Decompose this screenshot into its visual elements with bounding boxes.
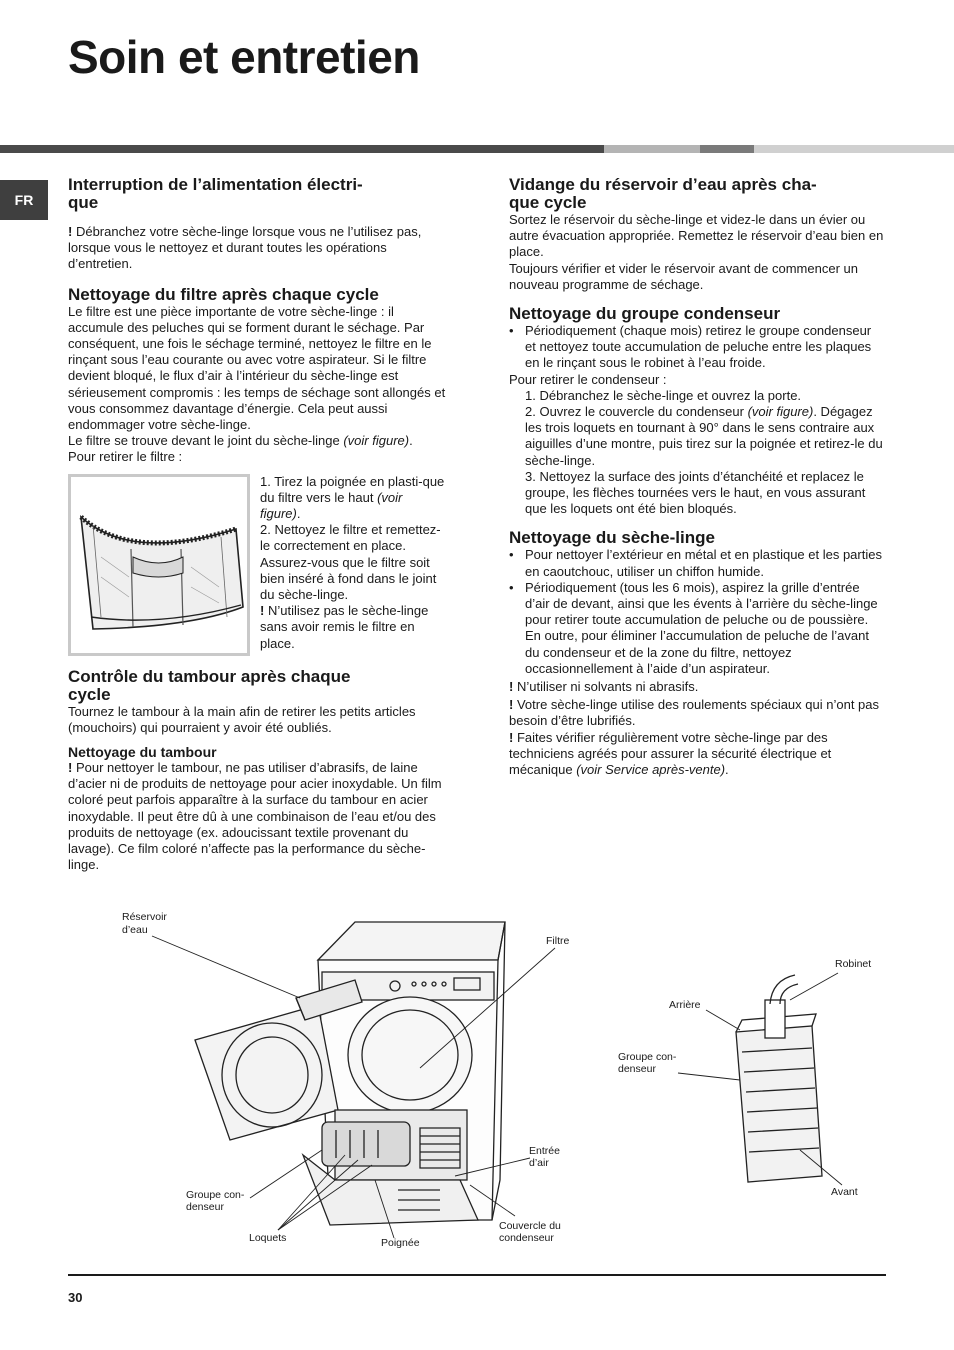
drum-check-text: Tournez le tambour à la main afin de retirer les petits articles (mouchoirs) qui pourraient y avoir été oubliés. bbox=[68, 703, 416, 735]
reservoir-text-1: Sortez le réservoir du sèche-linge et videz-le dans un évier ou autre évacuation appropriée. Remettez le réservoir d’eau bien en place. bbox=[509, 212, 884, 260]
filter-step-1b: . bbox=[296, 506, 301, 522]
see-figure-ref: (voir figure) bbox=[343, 433, 410, 449]
page-number: 30 bbox=[68, 1290, 83, 1305]
warning-mark: ! bbox=[509, 679, 514, 695]
list-item: 3. Nettoyez la surface des joints d’étanchéité et replacez le groupe, les flèches tournées vers le haut, en vous assurant que les loquets ont été bien bloqués. bbox=[525, 468, 866, 517]
header-band-grey bbox=[700, 145, 754, 153]
footer-rule bbox=[68, 1274, 886, 1276]
condenser-illustration bbox=[736, 975, 822, 1182]
warning-service-text: Faites vérifier régulièrement votre sèche-linge par des techniciens agréés pour assurer la sécurité électrique et mécanique bbox=[509, 729, 832, 778]
condenser-step-2b: . Dégagez les trois loquets en tournant à 90° dans le sens contraire aux aiguilles d’une montre, puis tirez sur la poignée et retirez-le du sèche-linge. bbox=[525, 404, 883, 468]
power-text bbox=[68, 224, 448, 273]
label-handle: Poignée bbox=[381, 1237, 420, 1249]
filter-text-1: Le filtre est une pièce importante de votre sèche-linge : il accumule des peluches qui se forment durant le séchage. Par conséquent, une fois le séchage terminé, nettoyez le filtre en le rinçant sous l’eau courante ou avec votre aspirateur. Si le filtre devient bloqué, le flux d’air à l’intérieur du sèche-linge est sérieusement compromis : les temps de séchage sont allongés et vous consommez davantage d’énergie. Cela peut aussi endommager votre sèche-linge. bbox=[68, 303, 446, 433]
section-title-reservoir: Vidange du réservoir d’eau après cha- que cycle bbox=[509, 175, 817, 212]
warning-solvents-text: N’utiliser ni solvants ni abrasifs. bbox=[513, 679, 699, 695]
section-title-condenser: Nettoyage du groupe condenseur bbox=[509, 304, 781, 324]
filter-text-3: Pour retirer le filtre : bbox=[68, 449, 183, 465]
label-air-inlet: Entrée bbox=[529, 1145, 560, 1157]
label-cover-2: condenseur bbox=[499, 1232, 554, 1244]
right-column bbox=[509, 176, 885, 778]
warning-mark: ! bbox=[68, 224, 73, 239]
label-latches: Loquets bbox=[249, 1232, 287, 1244]
filter-step-1a: 1. Tirez la poignée en plasti-que du filtre vers le haut bbox=[260, 473, 445, 505]
warning-mark: ! bbox=[68, 760, 73, 776]
label-condenser-right: Groupe con- bbox=[618, 1051, 677, 1063]
condenser-steps bbox=[509, 388, 885, 518]
list-item: • Pour nettoyer l’extérieur en métal et en plastique et les parties en caoutchouc, utiliser un chiffon humide. bbox=[509, 547, 885, 579]
drum-cleaning-text bbox=[68, 760, 448, 873]
filter-figure-row bbox=[68, 474, 448, 656]
dryer-illustration bbox=[195, 922, 505, 1225]
label-reservoir-2: d’eau bbox=[122, 924, 148, 936]
see-figure-ref: (voir figure) bbox=[747, 404, 814, 420]
see-figure-ref: (voir figure) bbox=[260, 489, 403, 522]
warning-solvents bbox=[509, 679, 885, 695]
filter-step-2: 2. Nettoyez le filtre et remettez-le correctement en place. Assurez-vous que le filtre soit bien inséré à fond dans le joint du sèche-linge. bbox=[260, 522, 441, 603]
section-title-drum-cleaning: Nettoyage du tambour bbox=[68, 744, 217, 761]
filter-step-1 bbox=[260, 474, 446, 523]
list-item: 1. Débranchez le sèche-linge et ouvrez la porte. bbox=[525, 387, 802, 403]
list-item: • Périodiquement (tous les 6 mois), aspirez la grille d’entrée d’air de devant, ainsi que les évents à l’arrière du sèche-linge pour retirer toute accumulation de peluche ou de poussière. En outre, pour éliminer l’accumulation de peluche de l’avant du condenseur et de la zone du filtre, nettoyez occasionnellement à l’aide d’un aspirateur. bbox=[509, 580, 885, 677]
list-item bbox=[509, 404, 885, 469]
header-band-dark bbox=[0, 145, 604, 153]
filter-text-2 bbox=[68, 433, 448, 449]
language-tab: FR bbox=[0, 180, 48, 220]
filter-steps bbox=[260, 474, 446, 656]
header-band-mid bbox=[604, 145, 700, 153]
page-title: Soin et entretien bbox=[68, 31, 420, 83]
service-ref: (voir Service après-vente) bbox=[576, 762, 726, 778]
section-title-drum-check: Contrôle du tambour après chaque cycle bbox=[68, 666, 351, 704]
label-filter: Filtre bbox=[546, 935, 570, 947]
header-band-light bbox=[754, 145, 954, 153]
warning-bearings-text: Votre sèche-linge utilise des roulements spéciaux qui n’ont pas besoin d’être lubrifiés. bbox=[509, 697, 880, 729]
warning-mark: ! bbox=[260, 603, 265, 619]
label-faucet: Robinet bbox=[835, 958, 872, 970]
left-column bbox=[68, 176, 448, 873]
condenser-bullets bbox=[509, 323, 885, 372]
filter-text-2a: Le filtre se trouve devant le joint du sèche-linge bbox=[68, 433, 344, 449]
section-title-filter: Nettoyage du filtre après chaque cycle bbox=[68, 284, 379, 304]
power-body: Débranchez votre sèche-linge lorsque vous ne l’utilisez pas, lorsque vous le nettoyez et durant toutes les opérations d’entretien. bbox=[68, 224, 422, 272]
label-air-inlet-2: d’air bbox=[529, 1157, 549, 1169]
warning-mark: ! bbox=[509, 729, 514, 745]
label-rear: Arrière bbox=[669, 999, 701, 1011]
warning-service bbox=[509, 730, 885, 779]
warning-mark: ! bbox=[509, 697, 514, 713]
warning-service-end: . bbox=[725, 762, 729, 778]
dryer-diagram bbox=[0, 880, 954, 1260]
label-condenser-left-2: denseur bbox=[186, 1201, 224, 1213]
filter-figure bbox=[68, 474, 250, 656]
reservoir-text-2: Toujours vérifier et vider le réservoir avant de commencer un nouveau programme de séchage. bbox=[509, 260, 858, 292]
drum-cleaning-body: Pour nettoyer le tambour, ne pas utiliser d’abrasifs, de laine d’acier ni de produits de nettoyage pour acier inoxydable. Un film coloré peut parfois apparaître à la surface du tambour en acier inoxydable. Il peut être dû à une combinaison de l’eau et/ou des produits de nettoyage (ex. adoucissant textile provenant du lavage). Ce film coloré n’affecte pas la performance du sèche-linge. bbox=[68, 760, 442, 873]
filter-step-warning-text: N’utilisez pas le sèche-linge sans avoir remis le filtre en place. bbox=[260, 603, 429, 651]
label-front: Avant bbox=[831, 1186, 858, 1198]
dryer-cleaning-bullets bbox=[509, 547, 885, 677]
label-reservoir: Réservoir bbox=[122, 911, 167, 923]
filter-text-2b: . bbox=[409, 433, 413, 449]
condenser-step-2a: 2. Ouvrez le couvercle du condenseur bbox=[525, 404, 748, 420]
lint-filter-illustration bbox=[71, 477, 247, 653]
condenser-intro: Pour retirer le condenseur : bbox=[509, 371, 667, 387]
label-cover: Couvercle du bbox=[499, 1220, 561, 1232]
section-title-dryer-cleaning: Nettoyage du sèche-linge bbox=[509, 528, 715, 548]
label-condenser-right-2: denseur bbox=[618, 1063, 656, 1075]
filter-step-warning bbox=[260, 603, 446, 652]
label-condenser-left: Groupe con- bbox=[186, 1189, 245, 1201]
warning-bearings bbox=[509, 697, 885, 729]
list-item: • Périodiquement (chaque mois) retirez le groupe condenseur et nettoyez toute accumulation de peluche entre les plaques en le rinçant sous le robinet à l’eau froide. bbox=[509, 323, 885, 372]
section-title-power: Interruption de l’alimentation électri- que bbox=[68, 175, 363, 212]
